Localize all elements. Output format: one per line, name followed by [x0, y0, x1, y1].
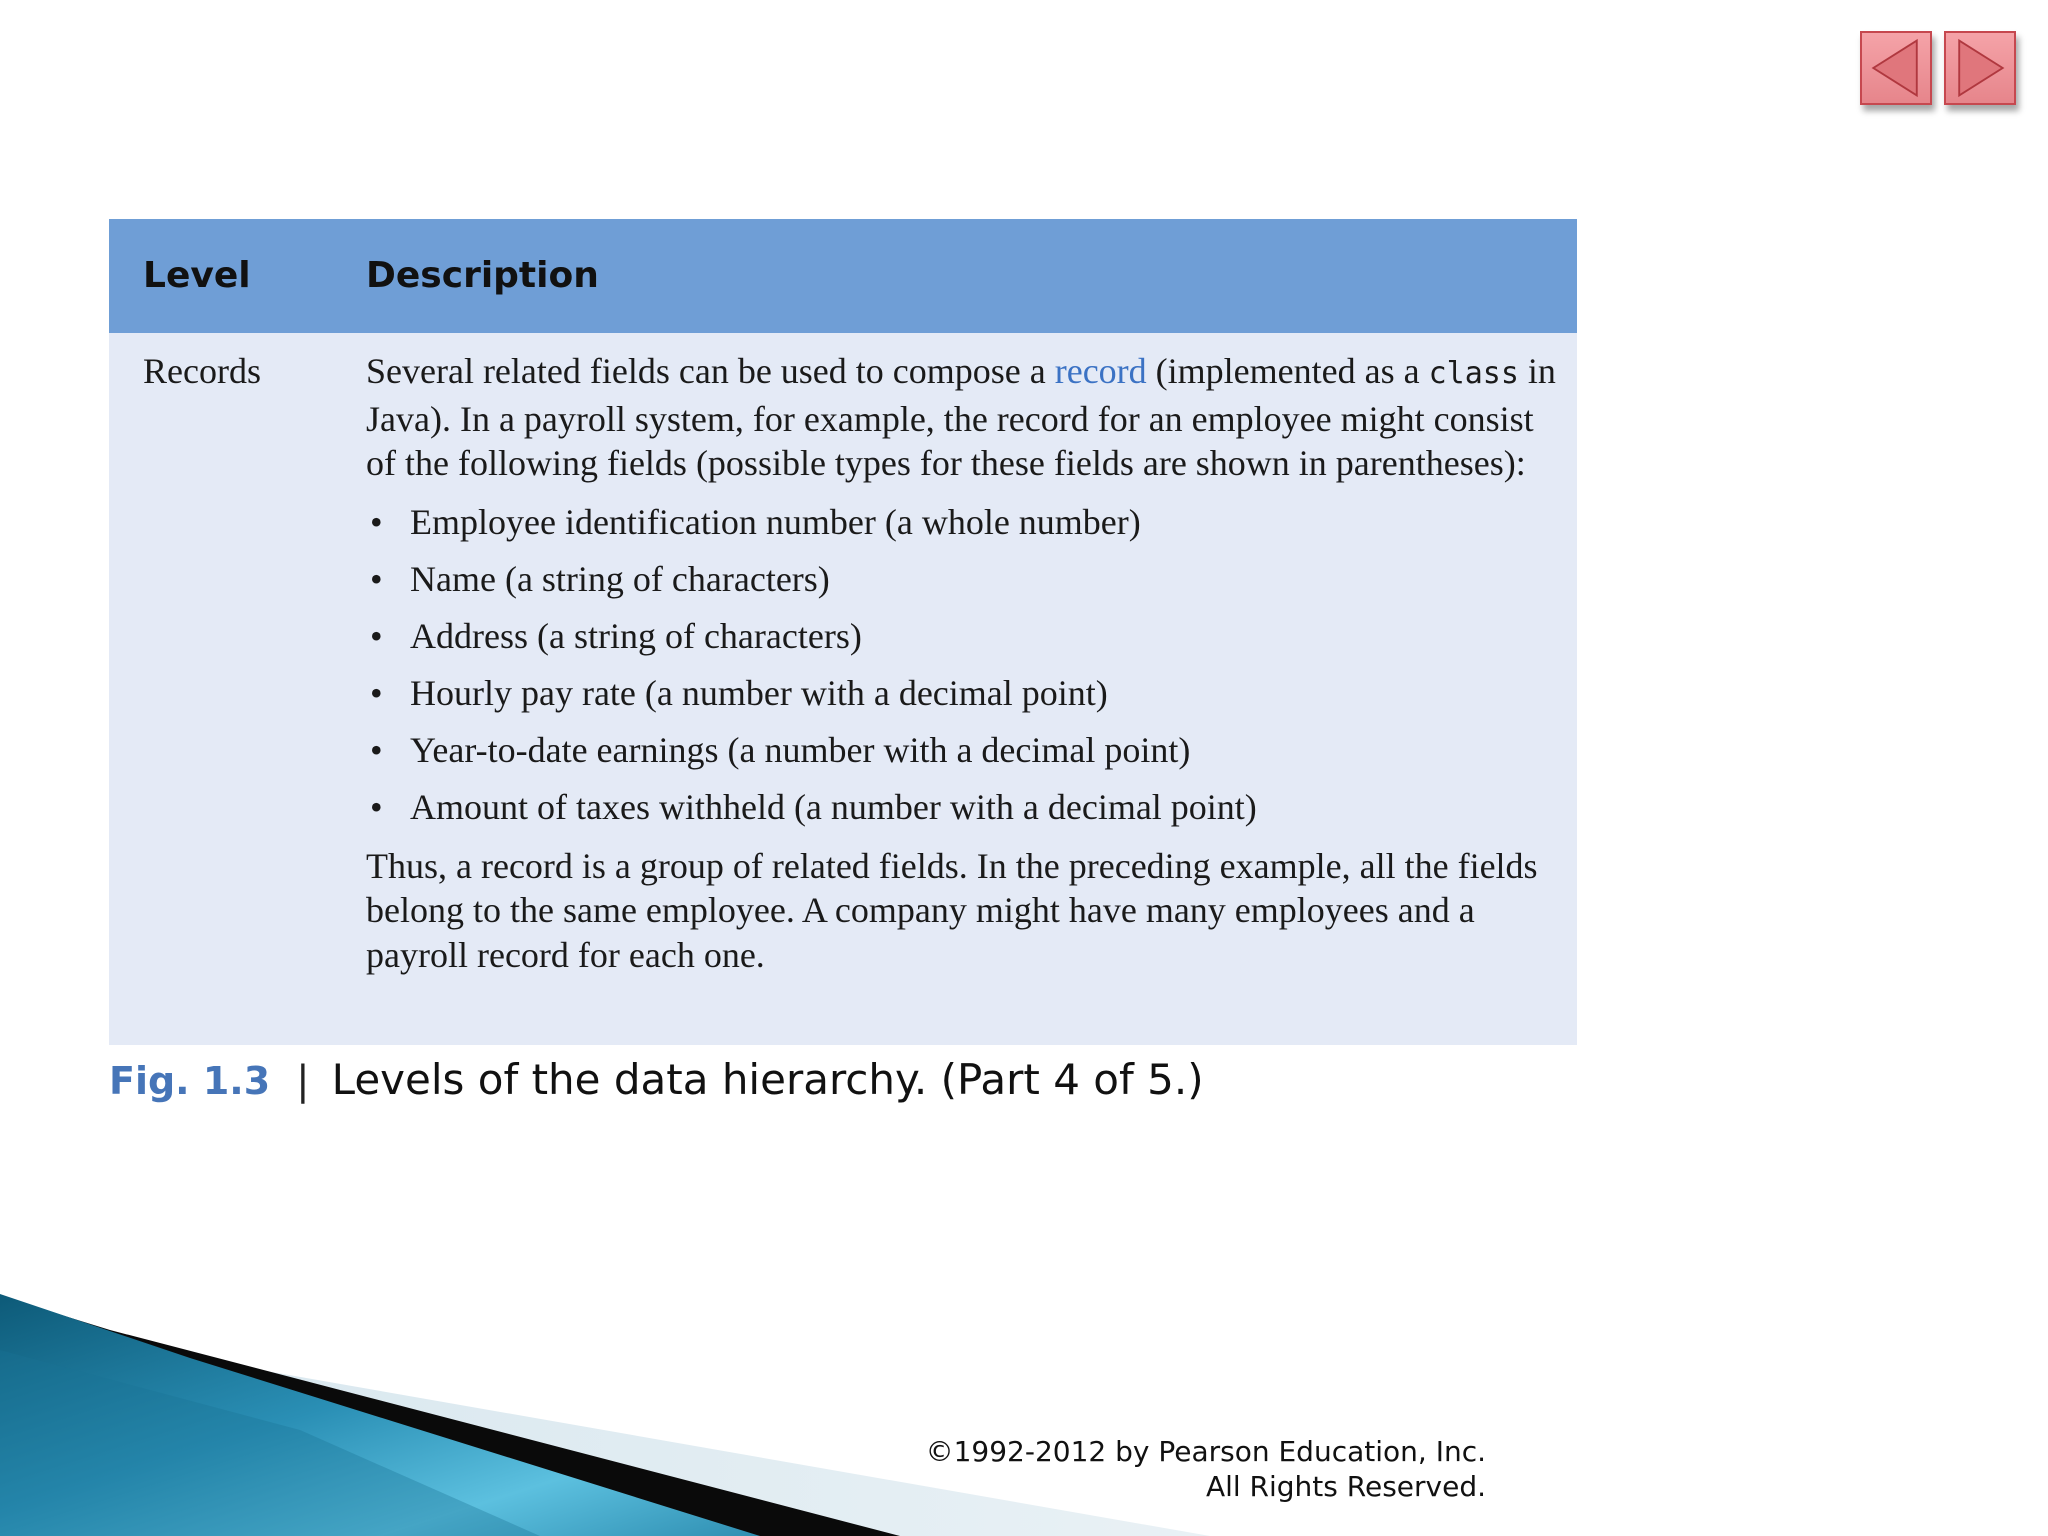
column-header-level: Level: [143, 255, 251, 296]
rights-line: All Rights Reserved.: [1205, 1470, 1486, 1503]
code-class: class: [1428, 356, 1519, 391]
copyright-notice: [926, 1434, 1486, 1504]
figure-label: Fig. 1.3: [109, 1059, 271, 1103]
description-intro: [366, 349, 1561, 486]
left-triangle-icon: [1862, 33, 1930, 103]
right-triangle-icon: [1946, 33, 2014, 103]
description-closing: Thus, a record is a group of related fields. In the preceding example, all the fields belong to the same employee. A company might have many employees and a payroll record for each one.: [366, 845, 1538, 975]
intro-text-end: in Java). In a payroll system, for example, the record for an employee might consist of the following fields (possible types for these fields are shown in parentheses):: [366, 351, 1556, 483]
list-item: • Employee identification number (a whole number): [366, 500, 1561, 557]
intro-text-middle: (implemented as a: [1146, 351, 1429, 391]
level-cell: Records: [143, 351, 261, 391]
next-slide-button[interactable]: [1944, 31, 2016, 105]
field-list: [366, 500, 1561, 842]
figure-caption: [109, 1052, 1204, 1108]
list-item: • Year-to-date earnings (a number with a decimal point): [366, 728, 1561, 785]
intro-text-start: Several related fields can be used to compose a: [366, 351, 1055, 391]
data-hierarchy-table: [109, 219, 1577, 1045]
list-item: • Hourly pay rate (a number with a decimal point): [366, 671, 1561, 728]
copyright-line: ©1992-2012 by Pearson Education, Inc.: [925, 1435, 1486, 1468]
list-item: • Name (a string of characters): [366, 557, 1561, 614]
previous-slide-button[interactable]: [1860, 31, 1932, 105]
keyterm-record: record: [1054, 351, 1147, 391]
figure-title: Levels of the data hierarchy. (Part 4 of 5.): [331, 1055, 1204, 1104]
list-item: • Address (a string of characters): [366, 614, 1561, 671]
table-header: [109, 219, 1577, 333]
caption-separator: |: [296, 1058, 310, 1104]
description-cell: [366, 349, 1561, 977]
list-item: • Amount of taxes withheld (a number with a decimal point): [366, 785, 1561, 842]
column-header-description: Description: [366, 255, 599, 296]
